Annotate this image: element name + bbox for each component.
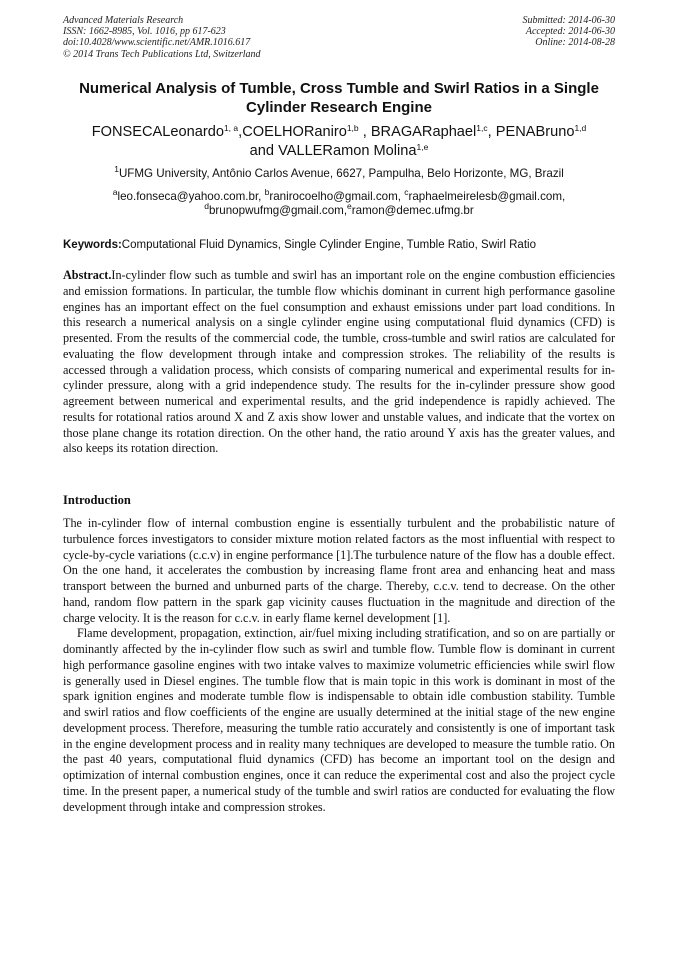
author-name: VALLERamon Molina	[278, 143, 417, 159]
journal-doi[interactable]: doi:10.4028/www.scientific.net/AMR.1016.617	[63, 37, 251, 49]
email-mark: a	[112, 187, 118, 197]
author-separator: ,	[487, 124, 496, 140]
email-address[interactable]: leo.fonseca@yahoo.com.br,	[117, 190, 265, 203]
accepted-date: Accepted: 2014-06-30	[525, 26, 615, 38]
author-emails	[60, 187, 618, 218]
author-name: FONSECALeonardo	[91, 124, 224, 140]
email-mark: e	[347, 201, 352, 211]
author-separator: ,	[238, 124, 243, 140]
introduction-heading: Introduction	[63, 493, 131, 507]
email-address[interactable]: ramon@demec.ufmg.br	[351, 204, 474, 217]
email-address[interactable]: brunopwufmg@gmail.com,	[208, 204, 348, 217]
email-mark: b	[264, 187, 270, 197]
online-date: Online: 2014-08-28	[535, 37, 615, 49]
keywords-label: Keywords:	[63, 239, 122, 251]
abstract-text: In-cylinder flow such as tumble and swirl has an important role on the engine combustion efficiencies and emission formations. In particular, the tumble flow whichis dominant in current high performance gasoline engines has an important effect on the fuel consumption and exhaust emissions under part load conditions. In this research a numerical analysis on a single cylinder engine using computational fluid dynamics (CFD) is presented. From the results of the commercial code, the tumble, cross-tumble and swirl ratios are calculated for evaluating the flow development through intake and compression strokes. The reliability of the results is accessed through a validation process, which consists of comparing numerical and experimental results for in-cylinder pressure, along with a grid independence study. The results for the in-cylinder pressure show good agreement between numerical and experimental results, and the grid independence is rapidly achieved. The results for rotational ratios around X and Z axis show lower and unstable values, and indicate that the vortex on those plane change its rotation direction. On the other hand, the ratio around Y axis has the greater values, and also keeps its rotation direction.	[63, 268, 615, 456]
author-separator: and	[249, 143, 279, 159]
abstract	[63, 268, 615, 457]
author-affiliation-mark: 1,e	[416, 142, 429, 152]
author-affiliation-mark: 1,b	[346, 123, 359, 133]
journal-issn: ISSN: 1662-8985, Vol. 1016, pp 617-623	[63, 26, 226, 38]
affiliation-text: UFMG University, Antônio Carlos Avenue, 6627, Pampulha, Belo Horizonte, MG, Brazil	[118, 167, 564, 180]
affiliation-mark: 1	[114, 164, 119, 174]
journal-copyright: © 2014 Trans Tech Publications Ltd, Switzerland	[63, 48, 261, 60]
journal-header-right	[523, 15, 616, 49]
abstract-label: Abstract.	[63, 268, 112, 282]
email-address[interactable]: ranirocoelho@gmail.com,	[269, 190, 405, 203]
email-mark: d	[204, 201, 209, 211]
author-name: BRAGARaphael	[370, 124, 477, 140]
submitted-date: Submitted: 2014-06-30	[522, 15, 615, 26]
author-separator: ,	[358, 124, 371, 140]
keywords	[63, 238, 615, 252]
author-affiliation-mark: 1, a	[223, 123, 239, 133]
paper-title: Numerical Analysis of Tumble, Cross Tumble and Swirl Ratios in a Single Cylinder Research Engine	[79, 80, 599, 116]
keywords-text: Computational Fluid Dynamics, Single Cylinder Engine, Tumble Ratio, Swirl Ratio	[121, 239, 536, 251]
journal-header-left	[63, 15, 261, 60]
author-list	[52, 123, 626, 161]
author-affiliation-mark: 1,c	[476, 123, 488, 133]
author-affiliation-mark: 1,d	[574, 123, 587, 133]
author-name: COELHORaniro	[242, 124, 347, 140]
journal-name: Advanced Materials Research	[63, 15, 184, 26]
email-mark: c	[404, 187, 409, 197]
introduction-body	[63, 516, 615, 815]
introduction-paragraph: The in-cylinder flow of internal combustion engine is essentially turbulent and the probabilistic nature of turbulence forces investigators to consider mixture motion related factors as the most influential with respect to cycle-by-cycle variations (c.c.v) in engine performance [1].The turbulence nature of the flow has a double effect. On the one hand, it accelerates the combustion by increasing flame front area and enhancing heat and mass transport between the burned and unburned parts of the charge. Thereby, c.c.v. tend to decrease. On the other hand, random flow pattern in the spark gap vicinity causes fluctuation in the magnitude and direction of the charge velocity. It is the reason for c.c.v. in early flame kernel development [1].	[63, 516, 615, 625]
introduction-paragraph: Flame development, propagation, extinction, air/fuel mixing including stratification, and so on are partially or dominantly affected by the in-cylinder flow such as swirl and tumble flow. Tumble flow is dominant in current high performance gasoline engines with two intake valves to maximize volumetric efficiencies while swirl flow is generally used in Diesel engines. The tumble flow that is main topic in this work is dominant in most of the spark ignition engines and moderate tumble flow is indispensable to obtain idle combustion stability. Tumble and swirl ratios and flow coefficients of the engine are usually determined at the initial stage of the new engine development process. Therefore, measuring the tumble ratio accurately and consistently is one of important task in the engine development process and in reality many techniques are developed to measure the tumble ratio. On the past 40 years, computational fluid dynamics (CFD) has become an important tool on the design and optimization of internal combustion engines, once it can reduce the experimental cost and also the project cycle time. In the present paper, a numerical study of the tumble and swirl ratios are conducted for evaluating the flow development through intake and compression strokes.	[63, 626, 615, 814]
author-name: PENABruno	[495, 124, 575, 140]
email-address[interactable]: raphaelmeirelesb@gmail.com,	[408, 190, 566, 203]
affiliation	[60, 164, 618, 181]
